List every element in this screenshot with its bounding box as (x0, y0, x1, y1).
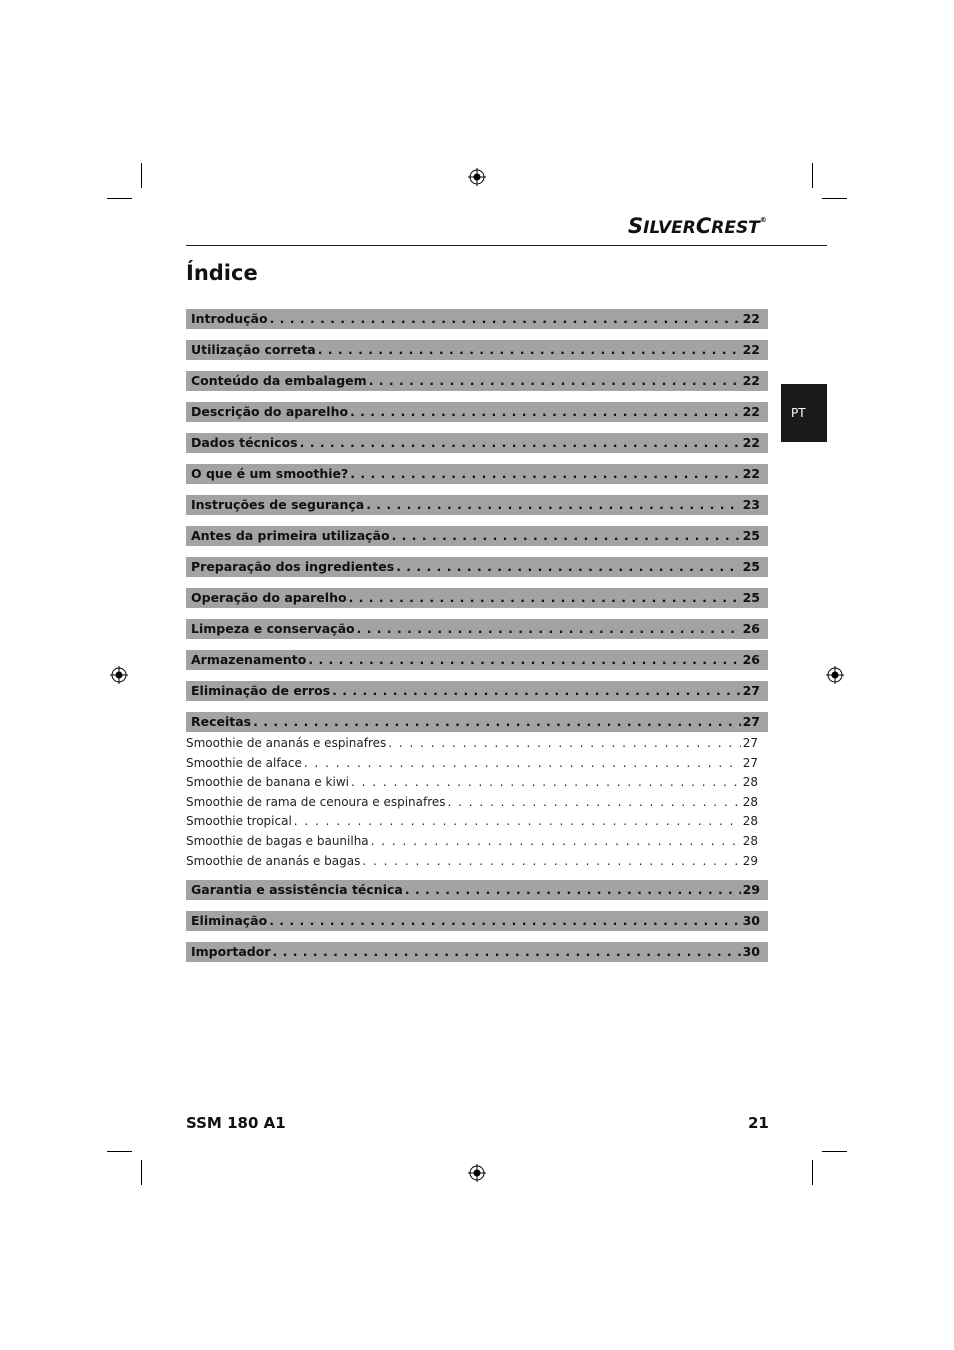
model-number: SSM 180 A1 (186, 1114, 286, 1132)
registration-mark-icon (468, 1164, 486, 1182)
toc-sub-entry[interactable]: Smoothie tropical . . . 28 (186, 812, 768, 832)
crop-mark (141, 163, 142, 188)
toc-entry[interactable]: Utilização correta . . . 22 (186, 340, 768, 360)
toc-entry[interactable]: Receitas . . . 27 (186, 712, 768, 732)
toc-entry[interactable]: Instruções de segurança . . . 23 (186, 495, 768, 515)
toc-sub-entry[interactable]: Smoothie de bagas e baunilha . . . 28 (186, 832, 768, 852)
crop-mark (822, 198, 847, 199)
toc-entry[interactable]: Preparação dos ingredientes . . . 25 (186, 557, 768, 577)
toc-entry[interactable]: Antes da primeira utilização . . . 25 (186, 526, 768, 546)
toc-entry[interactable]: Operação do aparelho . . . 25 (186, 588, 768, 608)
crop-mark (822, 1151, 847, 1152)
toc-sub-entry[interactable]: Smoothie de ananás e espinafres . . . 27 (186, 734, 768, 754)
header-rule (186, 245, 827, 246)
crop-mark (812, 163, 813, 188)
toc-entry[interactable]: O que é um smoothie? . . . 22 (186, 464, 768, 484)
toc-entry[interactable]: Limpeza e conservação . . . 26 (186, 619, 768, 639)
crop-mark (107, 1151, 132, 1152)
toc-sub-entry[interactable]: Smoothie de alface . . . 27 (186, 754, 768, 774)
toc-entry[interactable]: Introdução . . . 22 (186, 309, 768, 329)
registration-mark-icon (110, 666, 128, 684)
crop-mark (812, 1160, 813, 1185)
table-of-contents (186, 309, 768, 973)
toc-entry[interactable]: Eliminação . . . 30 (186, 911, 768, 931)
toc-entry[interactable]: Eliminação de erros . . . 27 (186, 681, 768, 701)
toc-entry[interactable]: Garantia e assistência técnica . . . 29 (186, 880, 768, 900)
toc-entry[interactable]: Importador . . . 30 (186, 942, 768, 962)
toc-sub-entry[interactable]: Smoothie de banana e kiwi . . . 28 (186, 773, 768, 793)
language-tab: PT (781, 384, 827, 442)
toc-entry[interactable]: Conteúdo da embalagem . . . 22 (186, 371, 768, 391)
toc-sub-entry[interactable]: Smoothie de rama de cenoura e espinafres . . . 28 (186, 793, 768, 813)
toc-sub-entry[interactable]: Smoothie de ananás e bagas . . . 29 (186, 852, 768, 872)
registration-mark-icon (826, 666, 844, 684)
crop-mark (141, 1160, 142, 1185)
page-number: 21 (748, 1114, 769, 1132)
toc-entry[interactable]: Descrição do aparelho . . . 22 (186, 402, 768, 422)
toc-entry[interactable]: Dados técnicos . . . 22 (186, 433, 768, 453)
crop-mark (107, 198, 132, 199)
brand-logo: SILVERCREST® (628, 214, 767, 238)
toc-entry[interactable]: Armazenamento . . . 26 (186, 650, 768, 670)
registration-mark-icon (468, 168, 486, 186)
page-title: Índice (186, 261, 258, 285)
